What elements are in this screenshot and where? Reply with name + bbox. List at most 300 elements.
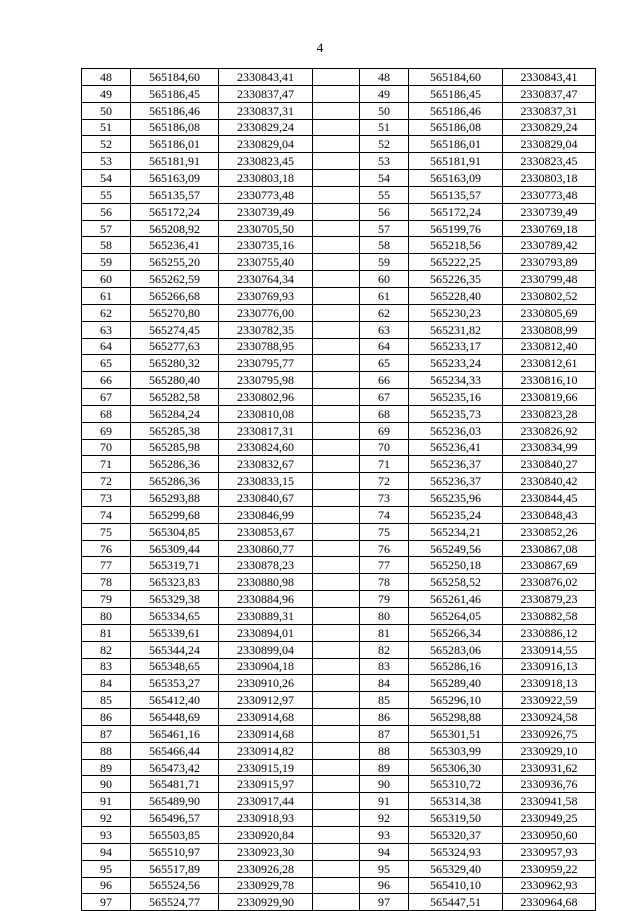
right-y-coordinate: 2330802,52: [503, 287, 596, 304]
left-point-number: 65: [82, 355, 131, 372]
left-x-coordinate: 565489,90: [131, 793, 219, 810]
left-point-number: 64: [82, 338, 131, 355]
right-point-number: 93: [360, 826, 409, 843]
left-y-coordinate: 2330803,18: [219, 170, 313, 187]
left-x-coordinate: 565277,63: [131, 338, 219, 355]
table-row: [82, 422, 596, 439]
left-x-coordinate: 565172,24: [131, 203, 219, 220]
column-gap: [313, 624, 360, 641]
right-point-number: 57: [360, 220, 409, 237]
right-point-number: 94: [360, 843, 409, 860]
right-x-coordinate: 565186,01: [409, 136, 503, 153]
column-gap: [313, 287, 360, 304]
column-gap: [313, 776, 360, 793]
left-point-number: 75: [82, 523, 131, 540]
table-row: [82, 254, 596, 271]
left-y-coordinate: 2330817,31: [219, 422, 313, 439]
left-x-coordinate: 565503,85: [131, 826, 219, 843]
left-y-coordinate: 2330917,44: [219, 793, 313, 810]
column-gap: [313, 641, 360, 658]
table-row: [82, 203, 596, 220]
table-row: [82, 877, 596, 894]
column-gap: [313, 506, 360, 523]
left-y-coordinate: 2330884,96: [219, 591, 313, 608]
right-x-coordinate: 565249,56: [409, 540, 503, 557]
column-gap: [313, 170, 360, 187]
table-row: [82, 692, 596, 709]
column-gap: [313, 742, 360, 759]
right-point-number: 60: [360, 271, 409, 288]
right-y-coordinate: 2330789,42: [503, 237, 596, 254]
left-x-coordinate: 565309,44: [131, 540, 219, 557]
left-x-coordinate: 565517,89: [131, 860, 219, 877]
right-y-coordinate: 2330941,58: [503, 793, 596, 810]
right-x-coordinate: 565320,37: [409, 826, 503, 843]
table-row: [82, 574, 596, 591]
left-y-coordinate: 2330735,16: [219, 237, 313, 254]
right-point-number: 80: [360, 608, 409, 625]
left-point-number: 68: [82, 405, 131, 422]
left-x-coordinate: 565285,98: [131, 439, 219, 456]
left-y-coordinate: 2330910,26: [219, 675, 313, 692]
left-y-coordinate: 2330833,15: [219, 473, 313, 490]
right-y-coordinate: 2330882,58: [503, 608, 596, 625]
left-x-coordinate: 565280,32: [131, 355, 219, 372]
left-y-coordinate: 2330926,28: [219, 860, 313, 877]
column-gap: [313, 490, 360, 507]
column-gap: [313, 69, 360, 86]
left-point-number: 92: [82, 810, 131, 827]
column-gap: [313, 422, 360, 439]
right-x-coordinate: 565186,08: [409, 119, 503, 136]
column-gap: [313, 355, 360, 372]
right-x-coordinate: 565303,99: [409, 742, 503, 759]
right-y-coordinate: 2330959,22: [503, 860, 596, 877]
left-x-coordinate: 565304,85: [131, 523, 219, 540]
left-point-number: 89: [82, 759, 131, 776]
right-y-coordinate: 2330926,75: [503, 725, 596, 742]
right-point-number: 49: [360, 85, 409, 102]
right-point-number: 92: [360, 810, 409, 827]
table-row: [82, 540, 596, 557]
left-y-coordinate: 2330829,04: [219, 136, 313, 153]
table-row: [82, 237, 596, 254]
right-y-coordinate: 2330826,92: [503, 422, 596, 439]
right-y-coordinate: 2330823,45: [503, 153, 596, 170]
left-x-coordinate: 565461,16: [131, 725, 219, 742]
left-y-coordinate: 2330914,82: [219, 742, 313, 759]
left-x-coordinate: 565334,65: [131, 608, 219, 625]
right-x-coordinate: 565258,52: [409, 574, 503, 591]
left-point-number: 59: [82, 254, 131, 271]
right-x-coordinate: 565199,76: [409, 220, 503, 237]
left-x-coordinate: 565329,38: [131, 591, 219, 608]
left-point-number: 77: [82, 557, 131, 574]
right-x-coordinate: 565184,60: [409, 69, 503, 86]
right-point-number: 70: [360, 439, 409, 456]
left-point-number: 93: [82, 826, 131, 843]
left-x-coordinate: 565262,59: [131, 271, 219, 288]
table-row: [82, 355, 596, 372]
left-point-number: 62: [82, 304, 131, 321]
left-point-number: 84: [82, 675, 131, 692]
right-x-coordinate: 565235,16: [409, 389, 503, 406]
right-x-coordinate: 565235,24: [409, 506, 503, 523]
column-gap: [313, 692, 360, 709]
right-y-coordinate: 2330840,27: [503, 456, 596, 473]
column-gap: [313, 793, 360, 810]
table-row: [82, 321, 596, 338]
right-point-number: 52: [360, 136, 409, 153]
right-point-number: 76: [360, 540, 409, 557]
table-row: [82, 186, 596, 203]
table-row: [82, 658, 596, 675]
column-gap: [313, 473, 360, 490]
left-y-coordinate: 2330788,95: [219, 338, 313, 355]
right-x-coordinate: 565234,33: [409, 372, 503, 389]
left-x-coordinate: 565466,44: [131, 742, 219, 759]
left-x-coordinate: 565274,45: [131, 321, 219, 338]
left-x-coordinate: 565184,60: [131, 69, 219, 86]
right-x-coordinate: 565329,40: [409, 860, 503, 877]
left-y-coordinate: 2330860,77: [219, 540, 313, 557]
right-y-coordinate: 2330819,66: [503, 389, 596, 406]
column-gap: [313, 877, 360, 894]
right-x-coordinate: 565264,05: [409, 608, 503, 625]
column-gap: [313, 439, 360, 456]
right-point-number: 63: [360, 321, 409, 338]
right-point-number: 89: [360, 759, 409, 776]
right-x-coordinate: 565234,21: [409, 523, 503, 540]
table-row: [82, 136, 596, 153]
right-x-coordinate: 565310,72: [409, 776, 503, 793]
table-row: [82, 153, 596, 170]
column-gap: [313, 456, 360, 473]
right-point-number: 68: [360, 405, 409, 422]
right-point-number: 55: [360, 186, 409, 203]
table-row: [82, 389, 596, 406]
column-gap: [313, 860, 360, 877]
right-point-number: 64: [360, 338, 409, 355]
left-point-number: 51: [82, 119, 131, 136]
left-y-coordinate: 2330929,90: [219, 894, 313, 911]
right-point-number: 96: [360, 877, 409, 894]
left-y-coordinate: 2330912,97: [219, 692, 313, 709]
right-y-coordinate: 2330879,23: [503, 591, 596, 608]
right-x-coordinate: 565286,16: [409, 658, 503, 675]
left-x-coordinate: 565280,40: [131, 372, 219, 389]
column-gap: [313, 759, 360, 776]
left-y-coordinate: 2330782,35: [219, 321, 313, 338]
left-point-number: 60: [82, 271, 131, 288]
left-y-coordinate: 2330776,00: [219, 304, 313, 321]
left-x-coordinate: 565496,57: [131, 810, 219, 827]
column-gap: [313, 237, 360, 254]
left-point-number: 69: [82, 422, 131, 439]
table-row: [82, 725, 596, 742]
right-x-coordinate: 565163,09: [409, 170, 503, 187]
table-row: [82, 860, 596, 877]
column-gap: [313, 153, 360, 170]
right-x-coordinate: 565261,46: [409, 591, 503, 608]
left-point-number: 53: [82, 153, 131, 170]
right-point-number: 83: [360, 658, 409, 675]
table-row: [82, 843, 596, 860]
right-x-coordinate: 565230,23: [409, 304, 503, 321]
right-y-coordinate: 2330812,61: [503, 355, 596, 372]
right-point-number: 58: [360, 237, 409, 254]
left-y-coordinate: 2330795,98: [219, 372, 313, 389]
left-y-coordinate: 2330853,67: [219, 523, 313, 540]
coordinates-table: [81, 68, 596, 911]
left-y-coordinate: 2330755,40: [219, 254, 313, 271]
table-row: [82, 675, 596, 692]
left-point-number: 86: [82, 709, 131, 726]
right-point-number: 87: [360, 725, 409, 742]
left-point-number: 63: [82, 321, 131, 338]
left-x-coordinate: 565319,71: [131, 557, 219, 574]
left-y-coordinate: 2330915,97: [219, 776, 313, 793]
left-y-coordinate: 2330923,30: [219, 843, 313, 860]
left-point-number: 94: [82, 843, 131, 860]
left-point-number: 80: [82, 608, 131, 625]
column-gap: [313, 675, 360, 692]
right-y-coordinate: 2330916,13: [503, 658, 596, 675]
right-y-coordinate: 2330962,93: [503, 877, 596, 894]
right-point-number: 88: [360, 742, 409, 759]
column-gap: [313, 540, 360, 557]
left-x-coordinate: 565348,65: [131, 658, 219, 675]
left-y-coordinate: 2330914,68: [219, 725, 313, 742]
left-x-coordinate: 565286,36: [131, 456, 219, 473]
right-y-coordinate: 2330867,69: [503, 557, 596, 574]
column-gap: [313, 894, 360, 911]
right-x-coordinate: 565172,24: [409, 203, 503, 220]
left-x-coordinate: 565293,88: [131, 490, 219, 507]
column-gap: [313, 591, 360, 608]
right-y-coordinate: 2330843,41: [503, 69, 596, 86]
left-y-coordinate: 2330915,19: [219, 759, 313, 776]
right-point-number: 61: [360, 287, 409, 304]
column-gap: [313, 203, 360, 220]
table-row: [82, 338, 596, 355]
table-row: [82, 776, 596, 793]
left-point-number: 50: [82, 102, 131, 119]
left-x-coordinate: 565186,08: [131, 119, 219, 136]
left-x-coordinate: 565344,24: [131, 641, 219, 658]
left-x-coordinate: 565353,27: [131, 675, 219, 692]
left-point-number: 91: [82, 793, 131, 810]
left-x-coordinate: 565186,01: [131, 136, 219, 153]
right-y-coordinate: 2330918,13: [503, 675, 596, 692]
left-x-coordinate: 565186,46: [131, 102, 219, 119]
left-x-coordinate: 565524,77: [131, 894, 219, 911]
left-y-coordinate: 2330810,08: [219, 405, 313, 422]
table-row: [82, 557, 596, 574]
right-x-coordinate: 565296,10: [409, 692, 503, 709]
table-row: [82, 439, 596, 456]
left-x-coordinate: 565163,09: [131, 170, 219, 187]
table-row: [82, 742, 596, 759]
table-row: [82, 793, 596, 810]
left-x-coordinate: 565266,68: [131, 287, 219, 304]
left-y-coordinate: 2330899,04: [219, 641, 313, 658]
left-point-number: 56: [82, 203, 131, 220]
column-gap: [313, 810, 360, 827]
right-x-coordinate: 565222,25: [409, 254, 503, 271]
right-y-coordinate: 2330886,12: [503, 624, 596, 641]
right-x-coordinate: 565235,73: [409, 405, 503, 422]
column-gap: [313, 220, 360, 237]
right-x-coordinate: 565314,38: [409, 793, 503, 810]
right-y-coordinate: 2330829,04: [503, 136, 596, 153]
right-point-number: 48: [360, 69, 409, 86]
right-y-coordinate: 2330844,45: [503, 490, 596, 507]
left-point-number: 52: [82, 136, 131, 153]
column-gap: [313, 658, 360, 675]
table-row: [82, 523, 596, 540]
right-y-coordinate: 2330793,89: [503, 254, 596, 271]
right-point-number: 84: [360, 675, 409, 692]
right-y-coordinate: 2330840,42: [503, 473, 596, 490]
table-row: [82, 271, 596, 288]
right-point-number: 51: [360, 119, 409, 136]
right-x-coordinate: 565236,37: [409, 473, 503, 490]
column-gap: [313, 271, 360, 288]
left-point-number: 79: [82, 591, 131, 608]
table-row: [82, 709, 596, 726]
right-point-number: 73: [360, 490, 409, 507]
right-y-coordinate: 2330808,99: [503, 321, 596, 338]
left-point-number: 71: [82, 456, 131, 473]
column-gap: [313, 389, 360, 406]
table-row: [82, 641, 596, 658]
right-x-coordinate: 565233,17: [409, 338, 503, 355]
left-y-coordinate: 2330832,67: [219, 456, 313, 473]
left-x-coordinate: 565473,42: [131, 759, 219, 776]
left-x-coordinate: 565135,57: [131, 186, 219, 203]
right-point-number: 90: [360, 776, 409, 793]
left-y-coordinate: 2330829,24: [219, 119, 313, 136]
right-y-coordinate: 2330805,69: [503, 304, 596, 321]
right-x-coordinate: 565181,91: [409, 153, 503, 170]
table-row: [82, 405, 596, 422]
left-y-coordinate: 2330843,41: [219, 69, 313, 86]
right-y-coordinate: 2330834,99: [503, 439, 596, 456]
column-gap: [313, 85, 360, 102]
right-x-coordinate: 565233,24: [409, 355, 503, 372]
left-point-number: 82: [82, 641, 131, 658]
table-row: [82, 810, 596, 827]
left-x-coordinate: 565208,92: [131, 220, 219, 237]
right-x-coordinate: 565236,03: [409, 422, 503, 439]
left-point-number: 97: [82, 894, 131, 911]
left-point-number: 57: [82, 220, 131, 237]
right-point-number: 56: [360, 203, 409, 220]
right-point-number: 77: [360, 557, 409, 574]
right-y-coordinate: 2330914,55: [503, 641, 596, 658]
right-x-coordinate: 565186,45: [409, 85, 503, 102]
left-y-coordinate: 2330920,84: [219, 826, 313, 843]
right-y-coordinate: 2330867,08: [503, 540, 596, 557]
left-x-coordinate: 565510,97: [131, 843, 219, 860]
right-y-coordinate: 2330803,18: [503, 170, 596, 187]
left-y-coordinate: 2330802,96: [219, 389, 313, 406]
left-y-coordinate: 2330837,47: [219, 85, 313, 102]
left-point-number: 96: [82, 877, 131, 894]
right-point-number: 53: [360, 153, 409, 170]
left-x-coordinate: 565284,24: [131, 405, 219, 422]
left-y-coordinate: 2330846,99: [219, 506, 313, 523]
right-y-coordinate: 2330964,68: [503, 894, 596, 911]
column-gap: [313, 102, 360, 119]
right-x-coordinate: 565289,40: [409, 675, 503, 692]
right-y-coordinate: 2330922,59: [503, 692, 596, 709]
left-point-number: 83: [82, 658, 131, 675]
column-gap: [313, 405, 360, 422]
column-gap: [313, 843, 360, 860]
left-x-coordinate: 565481,71: [131, 776, 219, 793]
table-row: [82, 894, 596, 911]
table-row: [82, 304, 596, 321]
left-x-coordinate: 565270,80: [131, 304, 219, 321]
left-point-number: 55: [82, 186, 131, 203]
left-point-number: 87: [82, 725, 131, 742]
left-y-coordinate: 2330837,31: [219, 102, 313, 119]
table-row: [82, 608, 596, 625]
right-point-number: 81: [360, 624, 409, 641]
right-point-number: 72: [360, 473, 409, 490]
left-y-coordinate: 2330889,31: [219, 608, 313, 625]
right-x-coordinate: 565306,30: [409, 759, 503, 776]
right-y-coordinate: 2330769,18: [503, 220, 596, 237]
left-y-coordinate: 2330769,93: [219, 287, 313, 304]
right-x-coordinate: 565235,96: [409, 490, 503, 507]
right-x-coordinate: 565228,40: [409, 287, 503, 304]
table-row: [82, 591, 596, 608]
left-point-number: 72: [82, 473, 131, 490]
right-x-coordinate: 565324,93: [409, 843, 503, 860]
right-point-number: 97: [360, 894, 409, 911]
right-x-coordinate: 565231,82: [409, 321, 503, 338]
right-y-coordinate: 2330823,28: [503, 405, 596, 422]
right-y-coordinate: 2330829,24: [503, 119, 596, 136]
right-x-coordinate: 565186,46: [409, 102, 503, 119]
right-x-coordinate: 565319,50: [409, 810, 503, 827]
right-x-coordinate: 565226,35: [409, 271, 503, 288]
right-point-number: 82: [360, 641, 409, 658]
right-y-coordinate: 2330924,58: [503, 709, 596, 726]
left-y-coordinate: 2330894,01: [219, 624, 313, 641]
left-point-number: 73: [82, 490, 131, 507]
table-row: [82, 456, 596, 473]
right-y-coordinate: 2330848,43: [503, 506, 596, 523]
right-point-number: 75: [360, 523, 409, 540]
left-y-coordinate: 2330824,60: [219, 439, 313, 456]
table-row: [82, 506, 596, 523]
column-gap: [313, 725, 360, 742]
left-y-coordinate: 2330878,23: [219, 557, 313, 574]
left-point-number: 58: [82, 237, 131, 254]
left-x-coordinate: 565412,40: [131, 692, 219, 709]
column-gap: [313, 338, 360, 355]
right-point-number: 50: [360, 102, 409, 119]
column-gap: [313, 136, 360, 153]
left-x-coordinate: 565323,83: [131, 574, 219, 591]
column-gap: [313, 826, 360, 843]
right-y-coordinate: 2330931,62: [503, 759, 596, 776]
right-point-number: 59: [360, 254, 409, 271]
